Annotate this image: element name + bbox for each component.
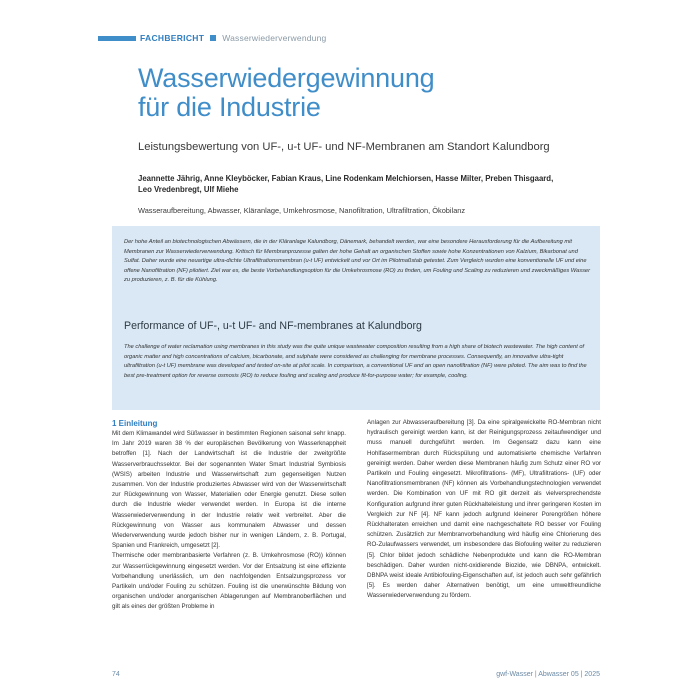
authors-line-1: Jeannette Jährig, Anne Kleyböcker, Fabian Kraus, Line Rodenkam Melchiorsen, Hasse Milter, Preben Thisgaard, xyxy=(138,174,554,183)
body-paragraph: Anlagen zur Abwasseraufbereitung [3]. Da eine spiralgewickelte RO-Membran nicht hydraulisch gereinigt werden kann, ist der Reinigungsprozess zeitaufwendiger und muss manuell durchgeführt werden. Im Gegensatz dazu kann eine Hohlfasermembran durch Rückspülung und automatisierte chemische Verfahren gereinigt werden. Daher werden diese Membranen häufig zum Schutz einer RO vor Partikeln und Fouling eingesetzt. Mikrofiltrations- (MF), Ultrafiltrations- (UF) oder Nanofiltrationsmembranen (NF) können als Vorbehandlungstechnologien verwendet werden. Die Kombination von UF mit RO gilt derzeit als vielversprechendste Konfiguration aufgrund ihrer guten Rückhalteleistung und ihrer geringeren Kosten im Vergleich zur NF [4]. NF kann jedoch aufgrund kleinerer Porengrößen höhere Rückhalteraten erreichen und damit eine nachgeschaltete RO besser vor Fouling schützen. Zusätzlich zur Membranvorbehandlung wird häufig eine Chlorierung des RO-Zulaufwassers verwendet, um insbesondere das Biofouling weiter zu reduzieren [5]. Chlor bildet jedoch schädliche Nebenprodukte und kann die RO-Membran beschädigen. Daher wurden nicht-oxidierende Biozide, wie DBNPA, entwickelt. DBNPA weist ideale Antibiofouling-Eigenschaften auf, ist jedoch auch sehr gefährlich [5]. Es werden daher Alternativen benötigt, um eine umweltfreundliche Wasserwiederverwendung zu fördern. xyxy=(367,419,601,600)
abstract-english: The challenge of water reclamation using membranes in this study was the quite unique wastewater composition resulting from a high share of biotech wastewater. The high content of organic matter and high concentrations of calcium, bicarbonate, and sulphate were considered as challenging for membrane processes. Consequently, an innovative ultra-tight ultrafiltration (u-t UF) membrane was developed and tested on-site at pilot scale. In comparison, a conventional UF and an open nanofiltration (NF) were piloted. The aim was to find the best pre-treatment option for reverse osmosis (RO) to reduce fouling and scaling and produce fit-for-purpose water; for example, cooling. xyxy=(124,344,587,379)
author-list xyxy=(138,173,578,195)
kicker-square xyxy=(210,35,216,41)
article-title xyxy=(138,64,618,122)
abstract-english-title: Performance of UF-, u-t UF- and NF-membranes at Kalundborg xyxy=(124,320,422,332)
body-column-left xyxy=(112,418,346,613)
section-heading: 1 Einleitung xyxy=(112,419,158,428)
page-number: 74 xyxy=(112,671,120,678)
title-line-1: Wasserwiedergewinnung xyxy=(138,63,435,93)
body-paragraph: Thermische oder membranbasierte Verfahren (z. B. Umkehrosmose (RO)) können zur Wasserrückgewinnung eingesetzt werden. Vor der Entsalzung ist eine effiziente Vorbehandlung unerlässlich, um den nachfolgenden Entsalzungsprozess vor Partikeln und/oder Fouling zu schützen. Fouling ist die unerwünschte Bildung von organischen und/oder anorganischen Ablagerungen auf Membranoberflächen und gilt als eines der größten Probleme in xyxy=(112,552,346,611)
kicker-category: FACHBERICHT xyxy=(140,33,205,43)
article-subtitle: Leistungsbewertung von UF-, u-t UF- und NF-Membranen am Standort Kalundborg xyxy=(138,141,550,153)
title-line-2: für die Industrie xyxy=(138,92,321,122)
body-paragraph: Mit dem Klimawandel wird Süßwasser in bestimmten Regionen saisonal sehr knapp. Im Jahr 2019 waren 38 % der europäischen Bevölkerung von Wasserknappheit betroffen [1]. Nach der Landwirtschaft ist die Industrie der zweitgrößte Wasserverbrauchssektor. Bei der sogenannten Water Smart Industrial Symbiosis (WSIS) arbeiten Industrie und Wasserwirtschaft zum gegenseitigen Nutzen zusammen. Von der Industrie produziertes Abwasser wird von der Wasserwirtschaft zur Rückgewinnung von Wasser, Materialien oder Energie genutzt. Diese sollen durch die Industrie wieder verwendet werden. In Europa ist die interne Wasserwiederverwendung in der Industrie relativ weit verbreitet. Aber die Rückgewinnung von Wasser aus kommunalem Abwasser und dessen Wiederverwendung wurde jedoch bisher nur in wenigen Ländern, z. B. Portugal, Spanien und Frankreich, umgesetzt [2]. xyxy=(112,430,346,550)
keywords: Wasseraufbereitung, Abwasser, Kläranlage, Umkehrosmose, Nanofiltration, Ultrafiltration, Ökobilanz xyxy=(138,206,466,215)
publication-info: gwf-Wasser | Abwasser 05 | 2025 xyxy=(496,671,600,678)
section-kicker xyxy=(98,33,326,43)
kicker-subcategory: Wasserwiederverwendung xyxy=(222,33,327,43)
kicker-bar xyxy=(98,36,136,41)
abstract-german: Der hohe Anteil an biotechnologischen Abwässern, die in der Kläranlage Kalundborg, Dänemark, behandelt werden, war eine besondere Herausforderung für die Aufbereitung mit Membranen zur Wasserwiederverwendung. Kritisch für Membranprozesse galten der hohe Gehalt an organischen Stoffen sowie hohe Konzentrationen von Kalzium, Bikarbonat und Sulfat. Daher wurde eine neuartige ultra-dichte Ultrafiltrationsmembran (u-t UF) entwickelt und vor Ort im Pilotmaßstab getestet. Zum Vergleich wurden eine konventionelle UF und eine offene Nanofiltration (NF) pilotiert. Ziel war es, die beste Vorbehandlungsoption für die Umkehrosmose (RO) zu finden, um Fouling und Scaling zu reduzieren und zweckmäßiges Wasser zu produzieren, z. B. für die Kühlung. xyxy=(124,239,590,284)
authors-line-2: Leo Vredenbregt, Ulf Miehe xyxy=(138,185,239,194)
body-column-right xyxy=(367,418,601,602)
